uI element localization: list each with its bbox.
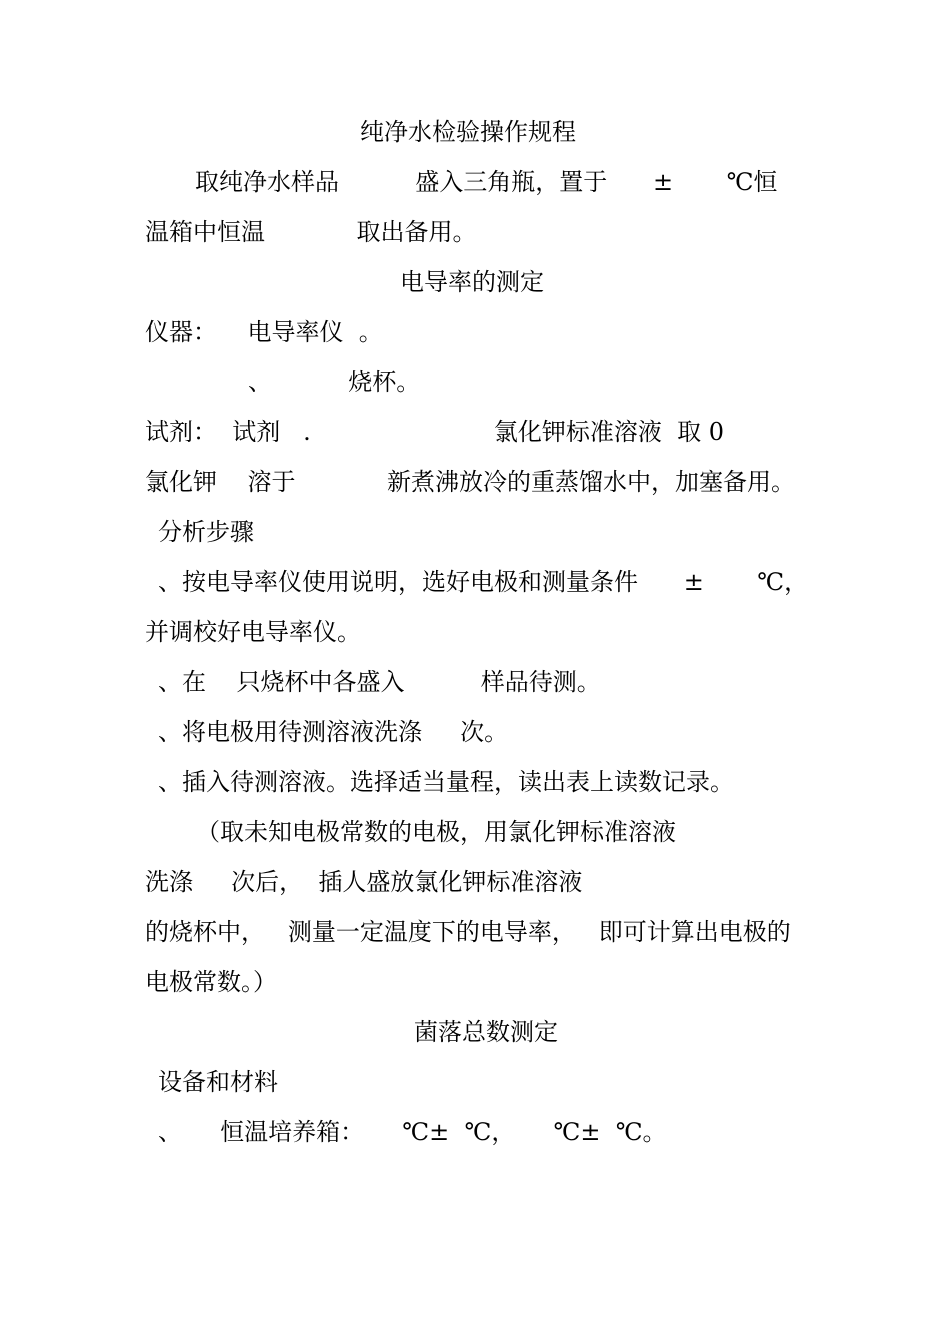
intro-line-2: 温箱中恒温 取出备用。 (145, 218, 477, 246)
note-line-2: 洗涤 次后， 插人盛放氯化钾标准溶液 (145, 868, 583, 896)
analysis-steps-heading: 分析步骤 (158, 518, 254, 546)
incubator-line: 、 恒温培养箱： ℃± ℃， ℃± ℃。 (158, 1118, 667, 1146)
intro-line-1: 取纯净水样品 盛入三角瓶，置于 ± ℃恒 (195, 168, 778, 196)
document-title: 纯净水检验操作规程 (360, 118, 576, 146)
note-line-4: 电极常数。） (145, 968, 277, 996)
instrument-line: 仪器： 电导率仪 。 (145, 318, 383, 346)
reagent-line: 试剂： 试剂 . 氯化钾标准溶液 取 0 (145, 418, 725, 446)
reagent-line-2: 氯化钾 溶于 新煮沸放冷的重蒸馏水中，加塞备用。 (145, 468, 796, 496)
step-3: 、将电极用待测溶液洗涤 次。 (158, 718, 509, 746)
step-2: 、在 只烧杯中各盛入 样品待测。 (158, 668, 601, 696)
section-heading-colony: 菌落总数测定 (414, 1018, 558, 1046)
step-4: 、插入待测溶液。选择适当量程，读出表上读数记录。 (158, 768, 734, 796)
section-heading-conductivity: 电导率的测定 (400, 268, 544, 296)
step-1-line-1: 、按电导率仪使用说明，选好电极和测量条件 ± ℃， (158, 568, 809, 596)
instrument-line-2: 、 烧杯。 (248, 368, 421, 396)
note-line-1: （取未知电极常数的电极，用氯化钾标准溶液 (196, 818, 676, 846)
step-1-line-2: 并调校好电导率仪。 (145, 618, 361, 646)
equipment-heading: 设备和材料 (158, 1068, 278, 1096)
note-line-3: 的烧杯中， 测量一定温度下的电导率， 即可计算出电极的 (145, 918, 791, 946)
